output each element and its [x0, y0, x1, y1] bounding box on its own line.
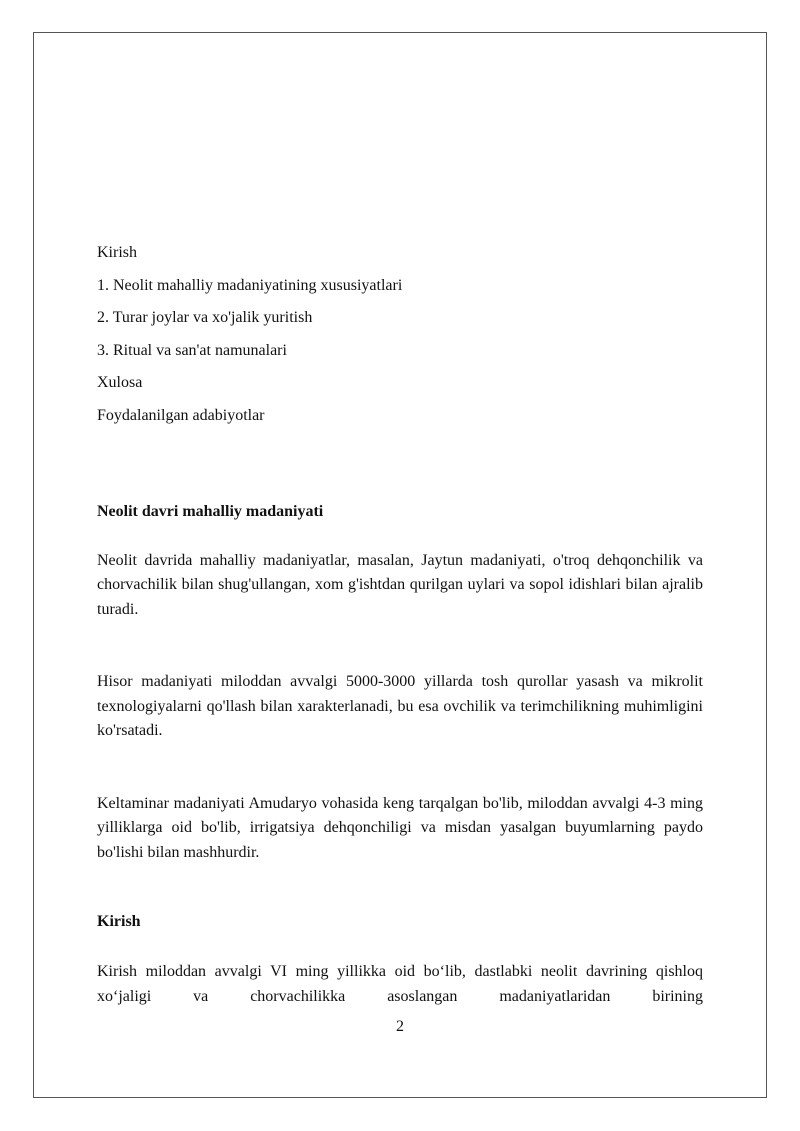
paragraph-jaytun: Neolit davrida mahalliy madaniyatlar, masalan, Jaytun madaniyati, o'troq dehqonchilik va chorvachilik bilan shug'ullangan, xom g'ishtdan qurilgan uylari va sopol idishlari bilan ajralib turadi. — [97, 551, 703, 618]
toc-item-introduction: Kirish — [97, 244, 137, 261]
toc-item-chapter-1: 1. Neolit mahalliy madaniyatining xususiyatlari — [97, 276, 403, 294]
section-title: Neolit davri mahalliy madaniyati — [97, 503, 324, 520]
toc-item-chapter-2: 2. Turar joylar va xo'jalik yuritish — [97, 309, 313, 326]
intro-paragraph: Kirish miloddan avvalgi VI ming yillikka oid bo‘lib, dastlabki neolit davrining qishloq xo‘jaligi va chorvachilikka asoslangan madaniyatlaridan birining — [97, 963, 703, 1005]
paragraph-hisor: Hisor madaniyati miloddan avvalgi 5000-3000 yillarda tosh qurollar yasash va mikrolit texnologiyalarni qo'llash bilan xarakterlanadi, bu esa ovchilik va terimchilikning muhimligini ko'rsatadi. — [97, 673, 703, 739]
intro-paragraph-container — [97, 960, 703, 1011]
table-of-contents — [97, 241, 703, 436]
page-number: 2 — [396, 1018, 404, 1035]
toc-item-references: Foydalanilgan adabiyotlar — [97, 406, 265, 424]
paragraph-keltaminar: Keltaminar madaniyati Amudaryo vohasida keng tarqalgan bo'lib, miloddan avvalgi 4-3 ming yilliklarga oid bo'lib, irrigatsiya dehqonchiligi va misdan yasalgan buyumlarning paydo bo'lishi bilan mashhurdir. — [97, 794, 703, 861]
toc-item-chapter-3: 3. Ritual va san'at namunalari — [97, 341, 287, 359]
intro-title: Kirish — [97, 913, 141, 930]
toc-item-conclusion: Xulosa — [97, 374, 143, 391]
page-content — [97, 241, 703, 935]
